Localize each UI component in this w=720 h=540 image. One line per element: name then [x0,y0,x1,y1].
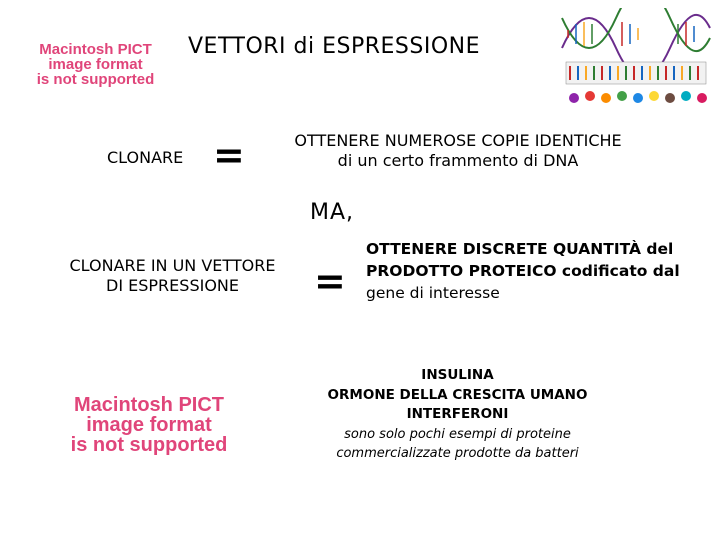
pict-placeholder-top [18,42,173,87]
clonare-definition [258,131,658,171]
example-item: INSULINA [421,367,494,383]
vettore-definition [366,238,718,304]
example-note: commercializzate prodotte da batteri [336,446,579,461]
slide-title: VETTORI di ESPRESSIONE [188,34,481,59]
pict-text-line: image format [48,56,143,73]
pict-text-line: image format [86,414,212,436]
clonare-label: CLONARE [107,148,184,167]
label-line: CLONARE IN UN VETTORE [69,256,276,275]
pict-text-line: is not supported [36,71,155,88]
protein-examples [300,366,615,464]
definition-line: di un certo frammento di DNA [337,151,579,170]
pict-text-line: Macintosh PICT [39,41,152,58]
definition-line: OTTENERE DISCRETE QUANTITÀ del [366,240,674,258]
equals-sign: = [213,133,245,177]
ma-connector: MA, [310,200,355,225]
dna-double-helix-icon [560,8,712,108]
pict-text-line: Macintosh PICT [73,394,224,416]
example-item: INTERFERONI [406,406,509,422]
pict-placeholder-bottom [44,395,254,455]
label-line: DI ESPRESSIONE [106,276,239,295]
clonare-vettore-label [40,256,305,296]
example-note: sono solo pochi esempi di proteine [344,426,571,442]
definition-line: gene di interesse [366,284,500,302]
definition-line: PRODOTTO PROTEICO codificato dal [366,262,680,280]
definition-line: OTTENERE NUMEROSE COPIE IDENTICHE [294,131,622,150]
pict-text-line: is not supported [70,434,228,456]
equals-sign: = [314,259,346,303]
example-item: ORMONE DELLA CRESCITA UMANO [327,386,588,403]
